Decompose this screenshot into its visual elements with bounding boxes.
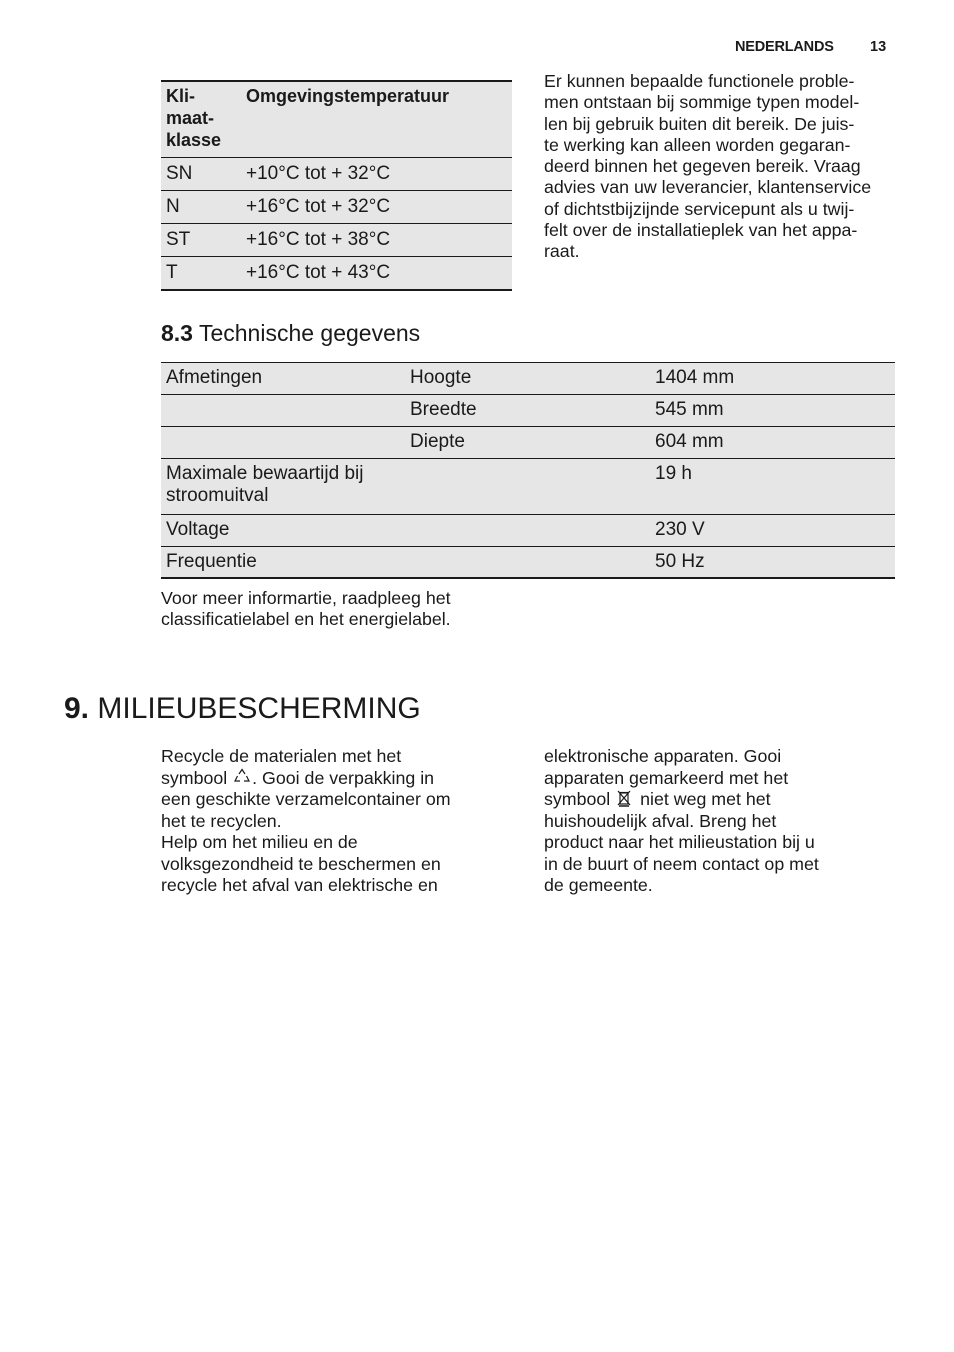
env-left-rest: een geschikte verzamelcontainer om het te recyclen. Help om het milieu en de volksgezondheid te beschermen en recycle het afval van elektrische en: [161, 789, 451, 895]
table-row: [161, 191, 512, 224]
tech-table: [161, 362, 895, 579]
section-title: Technische gegevens: [198, 320, 421, 346]
env-right-line3-rest: niet weg met het: [640, 789, 771, 809]
table-row: [161, 224, 512, 257]
tech-sublabel: [406, 463, 651, 514]
tech-sublabel: [406, 519, 651, 546]
tech-sublabel: Diepte: [410, 431, 465, 452]
env-right-symbool: symbool: [544, 789, 611, 809]
climate-temp: +16°C tot + 32°C: [246, 196, 391, 217]
section-number: 8.3: [161, 320, 193, 346]
env-left-line2-rest: . Gooi de verpakking in: [252, 767, 435, 788]
section-title: MILIEUBESCHERMING: [97, 692, 421, 725]
section-heading-8-3: [161, 318, 420, 348]
climate-header-temp: Omgevingstemperatuur: [246, 86, 450, 106]
tech-sublabel: [406, 551, 651, 577]
climate-table-header: [161, 82, 512, 158]
tech-label: Maximale bewaartijd bij stroomuitval: [166, 463, 364, 506]
climate-header-class: Kli- maat- klasse: [166, 86, 222, 150]
table-row: [161, 158, 512, 191]
env-right-line3: [544, 789, 884, 811]
tech-value: 604 mm: [655, 431, 724, 452]
table-row: [161, 257, 512, 291]
env-left-symbool: symbool: [161, 767, 228, 788]
climate-temp: +16°C tot + 38°C: [246, 229, 391, 250]
tech-note: Voor meer informartie, raadpleeg het classificatielabel en het energielabel.: [161, 588, 451, 630]
table-row: [161, 547, 895, 579]
tech-label: [161, 431, 406, 458]
tech-sublabel: Breedte: [410, 399, 477, 420]
table-row: [161, 459, 895, 515]
tech-label: Voltage: [166, 519, 230, 540]
tech-value: 230 V: [655, 519, 705, 540]
page-number: 13: [870, 39, 887, 55]
tech-value: 1404 mm: [655, 367, 735, 388]
tech-label: Frequentie: [166, 551, 257, 572]
section-number: 9.: [64, 692, 90, 725]
table-row: [161, 515, 895, 547]
climate-class: T: [166, 262, 178, 283]
tech-value: 19 h: [655, 463, 692, 484]
tech-value: 50 Hz: [655, 551, 705, 572]
env-left-line2: [161, 768, 501, 790]
tech-value: 545 mm: [655, 399, 724, 420]
climate-table: [161, 80, 512, 291]
tech-sublabel: Hoogte: [410, 367, 472, 388]
climate-class: SN: [166, 163, 193, 184]
env-left-line1: Recycle de materialen met het: [161, 746, 402, 766]
env-right-rest: huishoudelijk afval. Breng het product naar het milieustation bij u in de buurt of neem contact op met de gemeente.: [544, 810, 819, 895]
crossed-bin-icon: [617, 789, 633, 807]
header-language: NEDERLANDS: [735, 39, 834, 55]
tech-label: [161, 399, 406, 426]
env-right-top: elektronische apparaten. Gooi apparaten gemarkeerd met het: [544, 746, 789, 788]
section-heading-9: [64, 690, 421, 728]
tech-label: Afmetingen: [166, 367, 263, 388]
table-row: [161, 395, 895, 427]
table-row: [161, 427, 895, 459]
climate-temp: +10°C tot + 32°C: [246, 163, 391, 184]
env-right-column: [544, 746, 884, 897]
climate-class: N: [166, 196, 180, 217]
side-paragraph: Er kunnen bepaalde functionele proble- men ontstaan bij sommige typen model- len bij gebruik buiten dit bereik. De juis- te werking kan alleen worden gegaran- deerd binnen het gegeven bereik. Vraag advies van uw leverancier, klantenservice of dichtstbijzijnde servicepunt als u twij- felt over de installatieplek van het appa- raat.: [544, 71, 872, 262]
climate-class: ST: [166, 229, 191, 250]
recycle-icon: [234, 768, 250, 786]
env-left-column: [161, 746, 501, 897]
climate-temp: +16°C tot + 43°C: [246, 262, 391, 283]
table-row: [161, 363, 895, 395]
